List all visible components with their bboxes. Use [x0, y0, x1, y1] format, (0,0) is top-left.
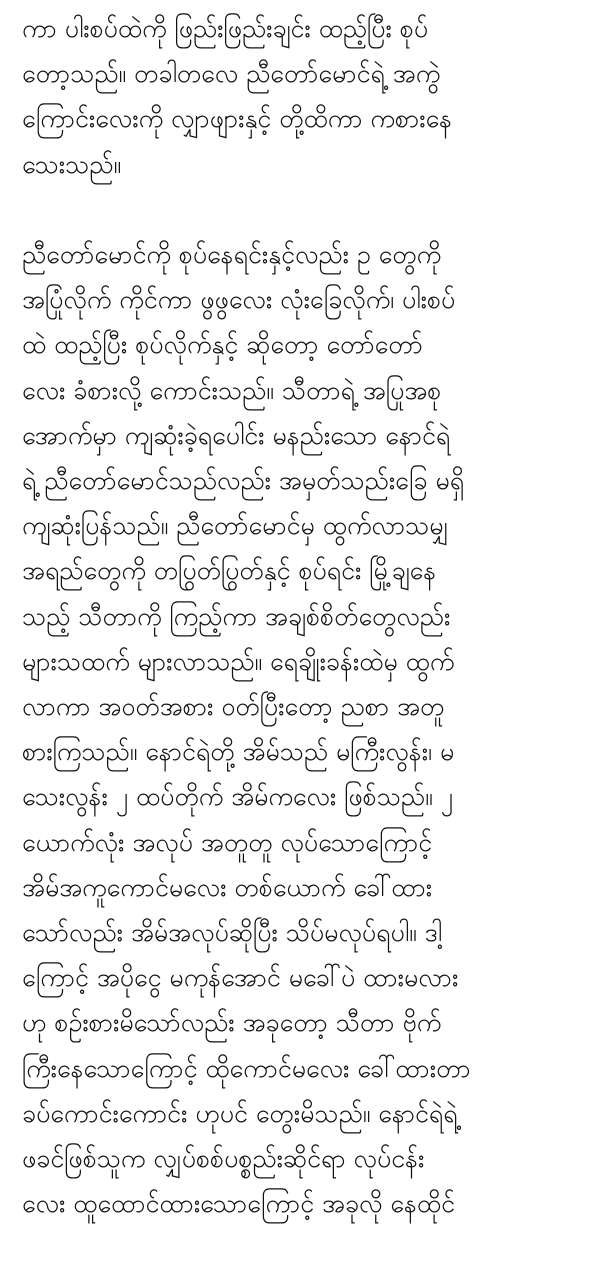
text-line: သည့် သီတာကို ကြည့်ကာ အချစ်စိတ်တွေလည်း — [22, 601, 451, 631]
text-line: လေး ထူထောင်ထားသောကြောင့် အခုလို နေထိုင် — [22, 1189, 455, 1219]
text-line: သေးလွန်း ၂ ထပ်တိုက် အိမ်ကလေး ဖြစ်သည်။ ၂ — [22, 782, 453, 812]
text-line: အရည်တွေကို တပြွတ်ပြွတ်နှင့် စုပ်ရင်း မြို့ချနေ — [22, 556, 437, 586]
paragraph-2 — [22, 232, 588, 1226]
text-line: စားကြသည်။ နောင်ရဲတို့ အိမ်သည် မကြီးလွန်း၊ မ — [22, 737, 455, 767]
text-line: ညီတော်မောင်ကို စုပ်နေရင်းနှင့်လည်း ဥ တွေကို — [22, 240, 442, 269]
paragraph-1 — [22, 6, 588, 187]
text-line: ကျဆုံးပြန်သည်။ ညီတော်မောင်မှ ထွက်လာသမျှ — [22, 511, 449, 541]
text-line: ရဲ့ ညီတော်မောင်သည်လည်း အမှတ်သည်းခြေ မရှိ — [22, 466, 465, 496]
text-line: ကာ ပါးစပ်ထဲကို ဖြည်းဖြည်းချင်း ထည့်ပြီး စုပ် — [22, 14, 429, 43]
text-line: ကြီးနေသောကြောင့် ထိုကောင်မလေး ခေါ်ထားတာ — [22, 1053, 471, 1083]
text-line: အပြုံလိုက် ကိုင်ကာ ဖွဖွလေး လုံးခြေလိုက်၊ ပါးစပ် — [22, 285, 456, 315]
text-line: သေးသည်။ — [22, 149, 122, 179]
text-line: ကြောင်းလေးကို လျှာဖျားနှင့် တို့ထိကာ ကစားနေ — [22, 104, 453, 134]
text-line: ကြောင့် အပိုငွေ မကုန်အောင် မခေါ်ပဲ ထားမလား — [22, 963, 459, 993]
text-line: ယောက်လုံး အလုပ် အတူတူ လုပ်သောကြောင့် — [22, 827, 433, 857]
text-line: ထဲ ထည့်ပြီး စုပ်လိုက်နှင့် ဆိုတော့ တော်တော် — [22, 330, 423, 360]
text-line: လေး ခံစားလို့ ကောင်းသည်။ သီတာရဲ့ အပြုအစု — [22, 375, 442, 405]
text-line: ဟု စဉ်းစားမိသော်လည်း အခုတော့ သီတာ ဗိုက် — [22, 1008, 442, 1038]
text-line: အောက်မှာ ကျဆုံးခဲ့ရပေါင်း မနည်းသော နောင်ရဲ — [22, 420, 451, 450]
text-line: အိမ်အကူကောင်မလေး တစ်ယောက် ခေါ်ထား — [22, 872, 433, 902]
text-line: များသထက် များလာသည်။ ရေချိုးခန်းထဲမှ ထွက် — [22, 646, 455, 676]
text-line: ခပ်ကောင်းကောင်း ဟုပင် တွေးမိသည်။ နောင်ရဲရဲ့ — [22, 1098, 458, 1128]
text-line: သော်လည်း အိမ်အလုပ်ဆိုပြီး သိပ်မလုပ်ရပါ။ ဒါ့ — [22, 918, 442, 948]
text-line: တော့သည်။ တခါတလေ ညီတော်မောင်ရဲ့ အကွဲ — [22, 59, 441, 89]
text-line: လာကာ အဝတ်အစား ဝတ်ပြီးတော့ ညစာ အတူ — [22, 692, 445, 722]
text-line: ဖခင်ဖြစ်သူက လျှပ်စစ်ပစ္စည်းဆိုင်ရာ လုပ်ငန်း — [22, 1144, 425, 1174]
article-body — [22, 6, 588, 1226]
